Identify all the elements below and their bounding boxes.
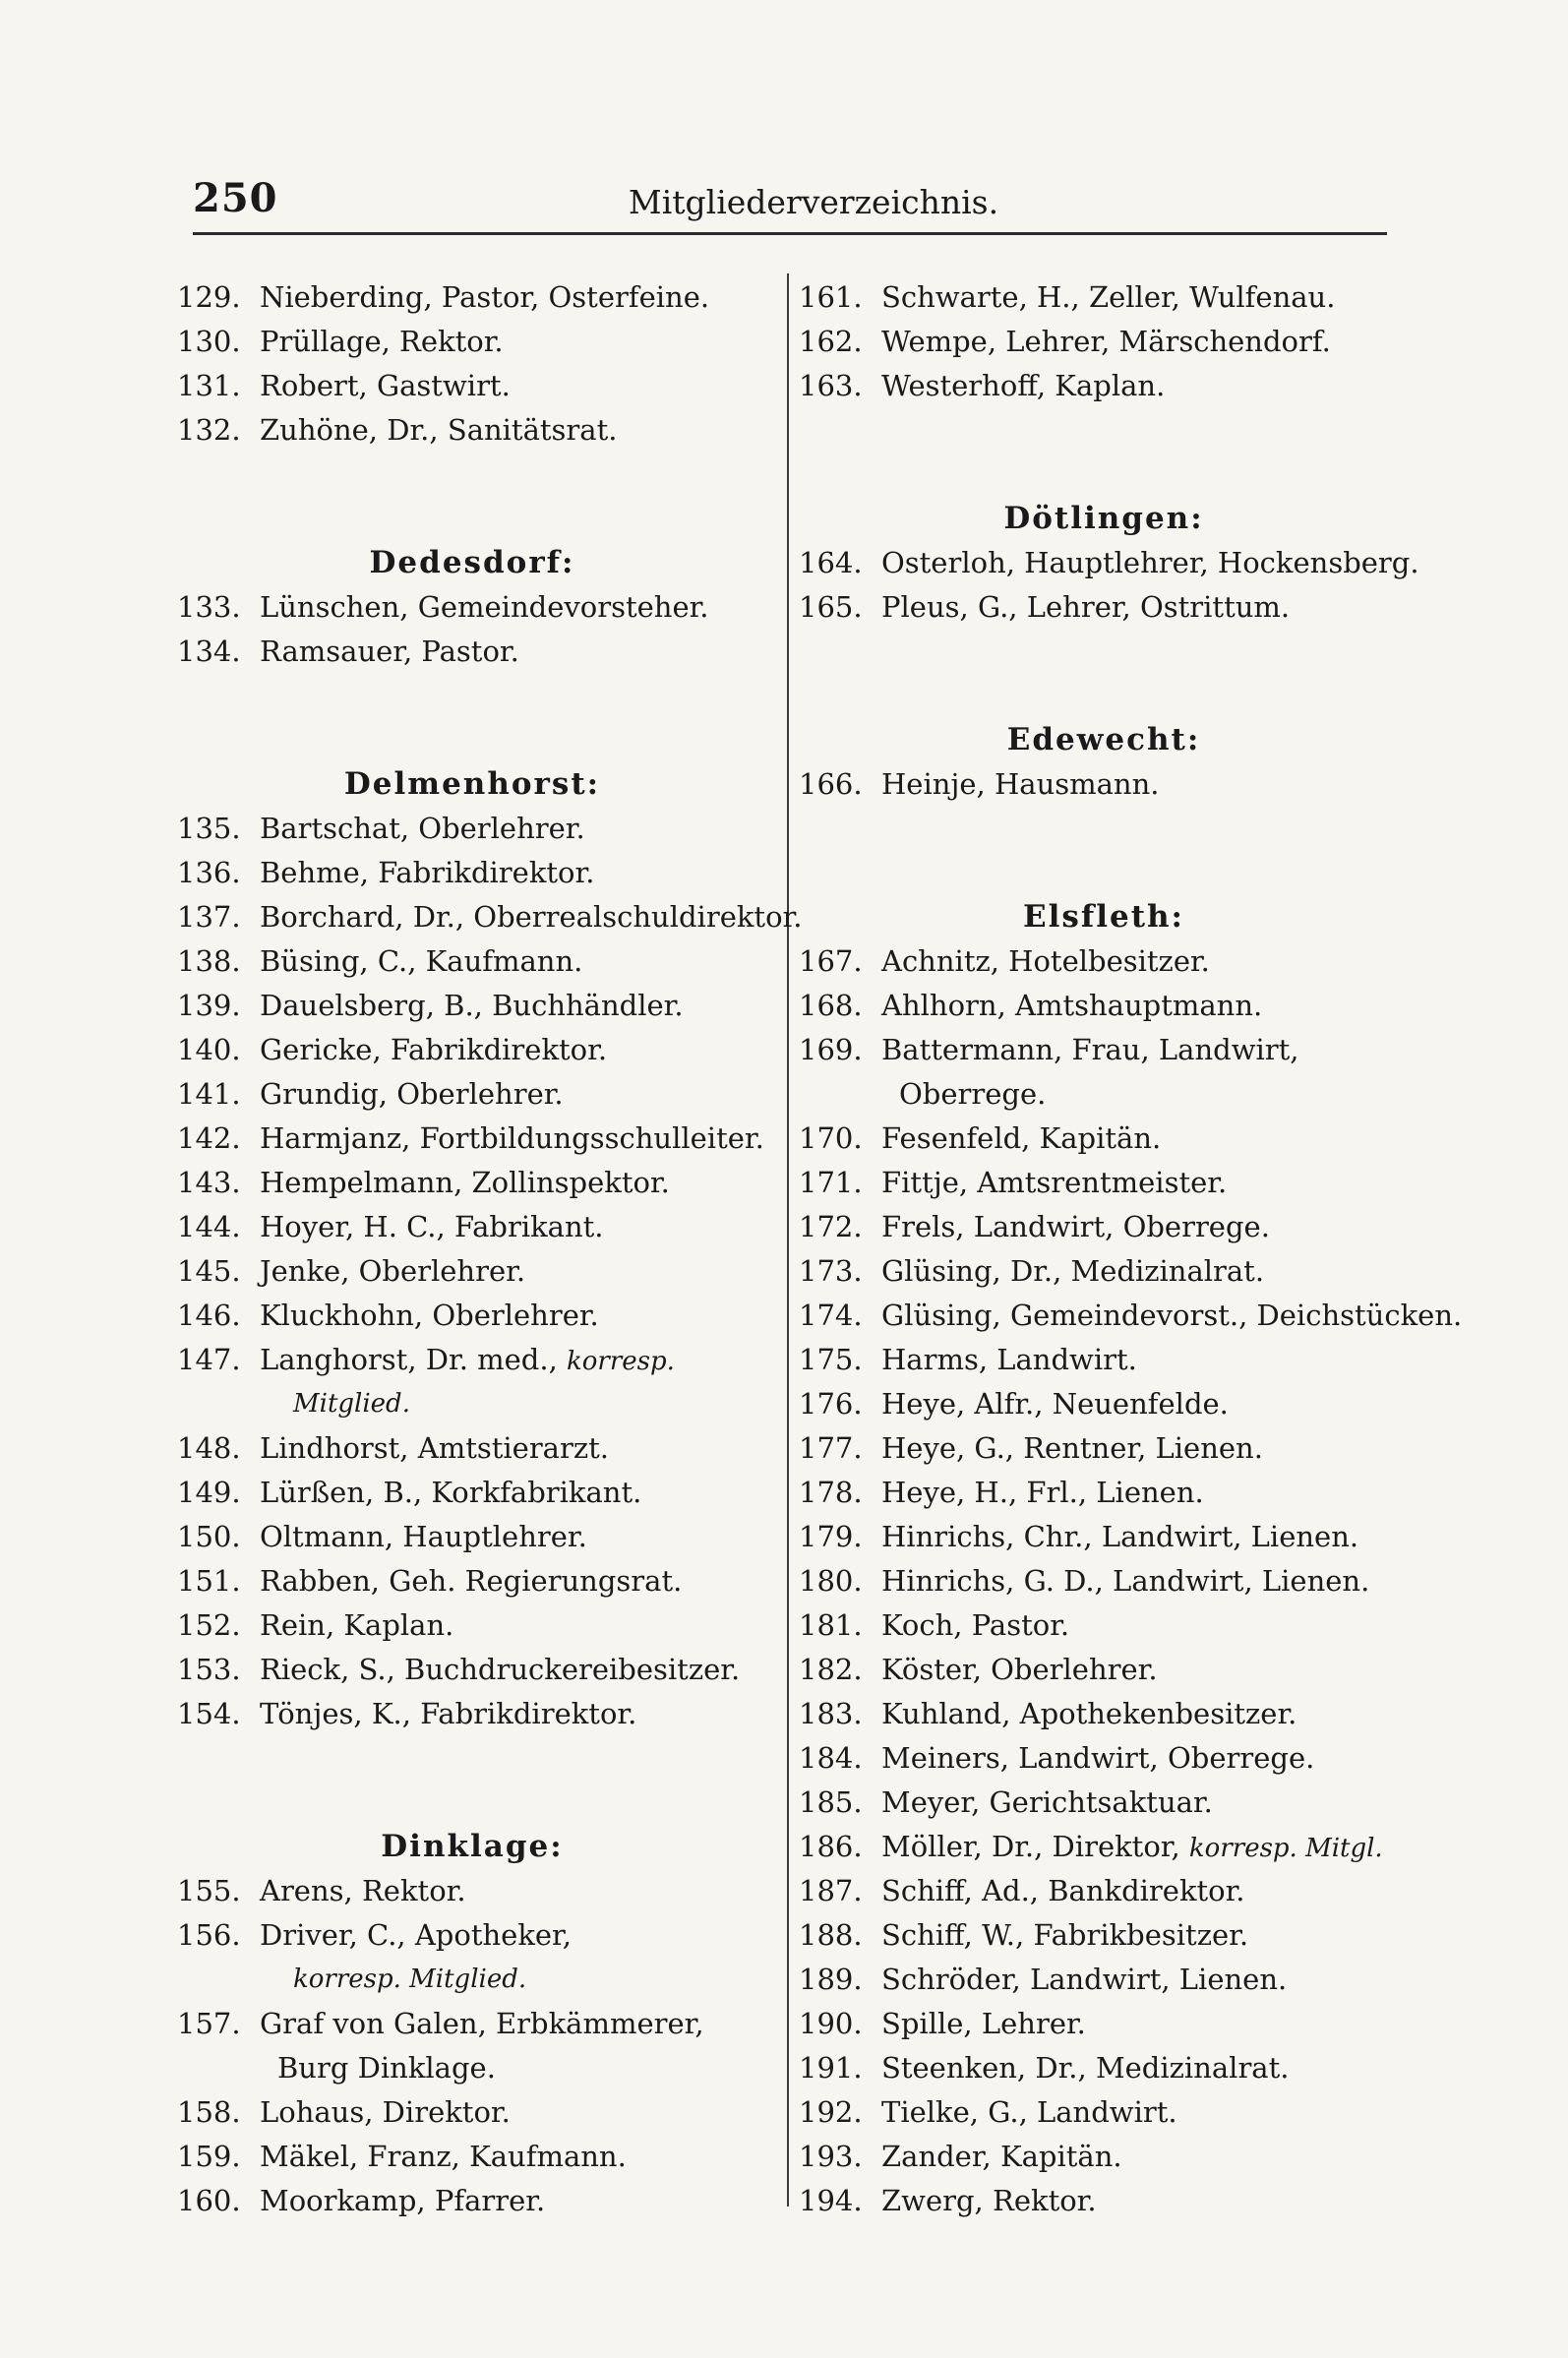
entry-text	[260, 1205, 767, 1249]
entry-text	[260, 1294, 767, 1338]
entry-name: Borchard, Dr., Oberrealschuldirektor.	[260, 900, 803, 934]
member-entry	[177, 275, 767, 320]
entry-number: 172.	[799, 1210, 863, 1243]
member-entry	[799, 2002, 1409, 2046]
member-entry	[177, 364, 767, 408]
entry-number: 144.	[177, 1210, 241, 1243]
entry-name: Schiff, W., Fabrikbesitzer.	[881, 1918, 1249, 1952]
member-entry	[177, 1913, 767, 1958]
entry-text	[260, 807, 767, 851]
entry-name: Battermann, Frau, Landwirt,	[881, 1033, 1299, 1066]
entry-number: 143.	[177, 1166, 241, 1199]
entry-name: Driver, C., Apotheker,	[260, 1918, 572, 1952]
entry-name: Lürßen, B., Korkfabrikant.	[260, 1476, 642, 1509]
entry-text	[881, 320, 1409, 364]
entry-name: Hempelmann, Zollinspektor.	[260, 1166, 670, 1199]
entry-text	[260, 2135, 767, 2179]
entry-text	[881, 1692, 1409, 1736]
entry-name: Schröder, Landwirt, Lienen.	[881, 1963, 1288, 1996]
section-heading: Dötlingen:	[1003, 501, 1204, 536]
entry-text	[260, 1559, 767, 1603]
entry-number: 157.	[177, 2007, 241, 2040]
entry-text	[260, 585, 767, 630]
member-entry	[799, 2135, 1409, 2179]
entry-number: 179.	[799, 1520, 863, 1553]
member-entry	[799, 1426, 1409, 1471]
entry-name: Nieberding, Pastor, Osterfeine.	[260, 280, 710, 314]
entry-number: 148.	[177, 1431, 241, 1465]
entry-number: 160.	[177, 2184, 241, 2217]
entry-name: Lindhorst, Amtstierarzt.	[260, 1431, 609, 1465]
entry-number: 176.	[799, 1387, 863, 1421]
entry-number: 163.	[799, 369, 863, 402]
entry-number: 175.	[799, 1343, 863, 1376]
entry-text	[260, 320, 767, 364]
entry-number: 191.	[799, 2051, 863, 2085]
member-entry	[177, 851, 767, 895]
entry-number: 134.	[177, 635, 241, 668]
entry-number: 158.	[177, 2095, 241, 2129]
entry-text	[260, 1072, 767, 1117]
member-entry	[177, 939, 767, 984]
entry-name: Hoyer, H. C., Fabrikant.	[260, 1210, 604, 1243]
entry-text	[260, 1028, 767, 1072]
entry-name: Moorkamp, Pfarrer.	[260, 2184, 546, 2217]
member-entry	[177, 1117, 767, 1161]
entry-name: Heye, H., Frl., Lienen.	[881, 1476, 1204, 1509]
entry-number: 194.	[799, 2184, 863, 2217]
member-entry	[177, 320, 767, 364]
entry-text	[881, 1958, 1409, 2002]
section-heading: Delmenhorst:	[343, 766, 601, 802]
member-entry	[177, 1294, 767, 1338]
entry-text	[881, 275, 1409, 320]
member-entry	[177, 630, 767, 674]
entry-name: Köster, Oberlehrer.	[881, 1653, 1158, 1686]
header-rule	[193, 232, 1387, 235]
member-entry	[177, 2002, 767, 2046]
entry-number: 132.	[177, 413, 241, 447]
member-entry-continuation	[177, 2046, 767, 2090]
entry-text	[881, 1471, 1409, 1515]
entry-number: 166.	[799, 767, 863, 801]
entry-name: Kluckhohn, Oberlehrer.	[260, 1299, 599, 1332]
entry-name: Langhorst, Dr. med.,	[260, 1343, 568, 1376]
entry-name: Heye, G., Rentner, Lienen.	[881, 1431, 1263, 1465]
entry-text	[881, 1869, 1409, 1913]
entry-text	[881, 1294, 1462, 1338]
entry-name: Rieck, S., Buchdruckereibesitzer.	[260, 1653, 741, 1686]
entry-name: Westerhoff, Kaplan.	[881, 369, 1166, 402]
entry-name: Schiff, Ad., Bankdirektor.	[881, 1874, 1245, 1907]
entry-name: Tönjes, K., Fabrikdirektor.	[260, 1697, 637, 1730]
entry-number: 131.	[177, 369, 241, 402]
entry-text	[260, 1161, 767, 1205]
entry-text	[881, 1382, 1409, 1426]
entry-name: Harmjanz, Fortbildungsschulleiter.	[260, 1121, 764, 1155]
entry-name: Wempe, Lehrer, Märschendorf.	[881, 325, 1331, 358]
entry-text	[260, 408, 767, 453]
entry-number: 177.	[799, 1431, 863, 1465]
member-entry	[177, 585, 767, 630]
entry-text	[881, 364, 1409, 408]
entry-text	[881, 984, 1409, 1028]
entry-name: Zwerg, Rektor.	[881, 2184, 1097, 2217]
entry-number: 165.	[799, 590, 863, 624]
member-entry	[799, 939, 1409, 984]
section-doetlingen	[799, 497, 1419, 630]
member-entry	[177, 1161, 767, 1205]
entry-text	[881, 1515, 1409, 1559]
entry-name: Ahlhorn, Amtshauptmann.	[881, 989, 1263, 1022]
entry-name: Hinrichs, Chr., Landwirt, Lienen.	[881, 1520, 1359, 1553]
entry-text	[881, 1603, 1409, 1648]
entry-continuation: Oberrege.	[899, 1077, 1047, 1111]
entry-number: 162.	[799, 325, 863, 358]
entry-text	[881, 2046, 1409, 2090]
member-entry	[799, 275, 1409, 320]
member-entry	[799, 2179, 1409, 2223]
entry-text	[260, 2179, 767, 2223]
entry-text	[260, 1117, 767, 1161]
entry-text	[881, 1559, 1409, 1603]
entry-number: 169.	[799, 1033, 863, 1066]
entry-number: 145.	[177, 1254, 241, 1288]
member-entry	[177, 984, 767, 1028]
entry-number: 180.	[799, 1564, 863, 1598]
entry-name: Prüllage, Rektor.	[260, 325, 504, 358]
member-entry	[799, 1692, 1409, 1736]
entry-number: 183.	[799, 1697, 863, 1730]
entry-name: Harms, Landwirt.	[881, 1343, 1137, 1376]
entry-text	[881, 1249, 1409, 1294]
member-entry	[177, 1426, 767, 1471]
entry-number: 190.	[799, 2007, 863, 2040]
section-elsfleth	[799, 895, 1463, 2223]
entry-number: 186.	[799, 1830, 863, 1863]
entry-name: Heye, Alfr., Neuenfelde.	[881, 1387, 1229, 1421]
entry-number: 147.	[177, 1343, 241, 1376]
entry-number: 182.	[799, 1653, 863, 1686]
member-entry	[177, 1249, 767, 1294]
entry-name: Büsing, C., Kaufmann.	[260, 944, 583, 978]
entry-number: 174.	[799, 1299, 863, 1332]
entry-italic-note: korresp.	[567, 1347, 675, 1376]
entry-text	[881, 1825, 1409, 1871]
member-entry	[799, 762, 1409, 807]
member-entry	[177, 1205, 767, 1249]
entry-continuation-italic: Mitglied.	[293, 1389, 410, 1419]
entry-text	[881, 1161, 1409, 1205]
entry-name: Zander, Kapitän.	[881, 2140, 1122, 2173]
entry-name: Mäkel, Franz, Kaufmann.	[260, 2140, 627, 2173]
entry-number: 156.	[177, 1918, 241, 1952]
entry-italic-note: korresp. Mitgl.	[1188, 1834, 1383, 1863]
entry-name: Ramsauer, Pastor.	[260, 635, 519, 668]
entry-number: 189.	[799, 1963, 863, 1996]
member-entry	[799, 1515, 1409, 1559]
entry-number: 155.	[177, 1874, 241, 1907]
section-dedesdorf	[177, 541, 767, 674]
entry-number: 138.	[177, 944, 241, 978]
member-entry	[799, 1559, 1409, 1603]
entry-text	[881, 1028, 1409, 1072]
entry-number: 187.	[799, 1874, 863, 1907]
entry-name: Osterloh, Hauptlehrer, Hockensberg.	[881, 546, 1419, 579]
member-entry-continuation	[799, 1072, 1409, 1117]
member-entry	[799, 1249, 1409, 1294]
entry-name: Zuhöne, Dr., Sanitätsrat.	[260, 413, 618, 447]
entry-name: Heinje, Hausmann.	[881, 767, 1160, 801]
member-entry	[799, 1471, 1409, 1515]
entry-name: Dauelsberg, B., Buchhändler.	[260, 989, 684, 1022]
right-block-0	[799, 275, 1409, 408]
entry-number: 152.	[177, 1608, 241, 1642]
entry-text	[260, 1603, 767, 1648]
right-column	[799, 275, 1463, 2223]
entry-number: 153.	[177, 1653, 241, 1686]
member-entry	[799, 1205, 1409, 1249]
entry-name: Möller, Dr., Direktor,	[881, 1830, 1189, 1863]
entry-number: 151.	[177, 1564, 241, 1598]
member-entry	[177, 1028, 767, 1072]
member-entry	[177, 1603, 767, 1648]
entry-text	[260, 1515, 767, 1559]
page-number: 250	[193, 175, 278, 221]
member-entry	[177, 1869, 767, 1913]
entry-number: 149.	[177, 1476, 241, 1509]
entry-text	[881, 1338, 1409, 1382]
entry-text	[881, 2135, 1409, 2179]
member-entry	[177, 1559, 767, 1603]
entry-number: 185.	[799, 1785, 863, 1819]
member-entry	[177, 1471, 767, 1515]
entry-text	[260, 1338, 767, 1384]
entry-number: 159.	[177, 2140, 241, 2173]
member-entry	[177, 895, 803, 939]
entry-name: Achnitz, Hotelbesitzer.	[881, 944, 1210, 978]
member-entry	[799, 585, 1409, 630]
member-entry	[177, 2179, 767, 2223]
entry-number: 164.	[799, 546, 863, 579]
member-entry	[799, 1028, 1409, 1072]
member-entry	[799, 1736, 1409, 1781]
entry-text	[260, 1471, 767, 1515]
member-entry	[799, 1338, 1409, 1382]
entry-number: 170.	[799, 1121, 863, 1155]
entry-text	[881, 2002, 1409, 2046]
entry-name: Bartschat, Oberlehrer.	[260, 812, 585, 845]
entry-number: 168.	[799, 989, 863, 1022]
entry-text	[881, 2179, 1409, 2223]
entry-name: Spille, Lehrer.	[881, 2007, 1086, 2040]
entry-text	[881, 1736, 1409, 1781]
member-entry	[799, 364, 1409, 408]
entry-text	[881, 939, 1409, 984]
entry-name: Fittje, Amtsrentmeister.	[881, 1166, 1228, 1199]
member-entry	[177, 1515, 767, 1559]
entry-number: 167.	[799, 944, 863, 978]
entry-name: Meiners, Landwirt, Oberrege.	[881, 1741, 1315, 1775]
left-block-0	[177, 275, 767, 453]
entry-name: Hinrichs, G. D., Landwirt, Lienen.	[881, 1564, 1370, 1598]
member-entry	[799, 1958, 1409, 2002]
entry-name: Pleus, G., Lehrer, Ostrittum.	[881, 590, 1291, 624]
entry-text	[881, 762, 1409, 807]
entry-name: Meyer, Gerichtsaktuar.	[881, 1785, 1213, 1819]
entry-continuation: Burg Dinklage.	[277, 2051, 496, 2085]
member-entry	[799, 541, 1419, 585]
member-entry	[799, 1294, 1463, 1338]
member-entry	[799, 2046, 1409, 2090]
entry-name: Glüsing, Gemeindevorst., Deichstücken.	[881, 1299, 1463, 1332]
entry-text	[881, 2090, 1409, 2135]
member-entry-continuation	[177, 1382, 767, 1426]
member-entry	[799, 1382, 1409, 1426]
entry-text	[881, 585, 1409, 630]
entry-text	[881, 1205, 1409, 1249]
entry-text	[260, 1648, 767, 1692]
entry-text	[881, 1117, 1409, 1161]
member-entry	[177, 807, 767, 851]
entry-text	[881, 1648, 1409, 1692]
member-entry	[799, 1648, 1409, 1692]
entry-text	[881, 1913, 1409, 1958]
entry-text	[260, 895, 802, 939]
entry-text	[260, 1249, 767, 1294]
entry-name: Oltmann, Hauptlehrer.	[260, 1520, 587, 1553]
entry-text	[881, 541, 1419, 585]
entry-name: Robert, Gastwirt.	[260, 369, 511, 402]
member-entry	[177, 1072, 767, 1117]
entry-name: Gericke, Fabrikdirektor.	[260, 1033, 608, 1066]
entry-text	[260, 984, 767, 1028]
member-entry	[177, 1338, 767, 1382]
entry-name: Steenken, Dr., Medizinalrat.	[881, 2051, 1290, 2085]
entry-name: Tielke, G., Landwirt.	[881, 2095, 1177, 2129]
entry-text	[260, 851, 767, 895]
entry-name: Kuhland, Apothekenbesitzer.	[881, 1697, 1297, 1730]
left-column	[177, 275, 803, 2223]
section-heading: Elsfleth:	[1023, 899, 1184, 935]
member-entry	[799, 1825, 1409, 1869]
entry-number: 141.	[177, 1077, 241, 1111]
page-title: Mitgliederverzeichnis.	[628, 183, 999, 221]
entry-number: 178.	[799, 1476, 863, 1509]
section-heading: Dedesdorf:	[369, 545, 575, 580]
entry-name: Rabben, Geh. Regierungsrat.	[260, 1564, 683, 1598]
entry-number: 146.	[177, 1299, 241, 1332]
entry-number: 193.	[799, 2140, 863, 2173]
entry-text	[260, 1869, 767, 1913]
entry-number: 161.	[799, 280, 863, 314]
member-entry	[177, 1648, 767, 1692]
entry-name: Fesenfeld, Kapitän.	[881, 1121, 1162, 1155]
section-heading: Dinklage:	[381, 1829, 564, 1864]
entry-continuation-italic: korresp. Mitglied.	[293, 1965, 527, 1994]
entry-number: 150.	[177, 1520, 241, 1553]
member-entry	[177, 2090, 767, 2135]
entry-name: Graf von Galen, Erbkämmerer,	[260, 2007, 704, 2040]
member-entry	[177, 1692, 767, 1736]
entry-text	[260, 2090, 767, 2135]
entry-text	[260, 1692, 767, 1736]
entry-number: 139.	[177, 989, 241, 1022]
entry-name: Schwarte, H., Zeller, Wulfenau.	[881, 280, 1336, 314]
entry-text	[881, 1426, 1409, 1471]
entry-text	[260, 1913, 767, 1958]
entry-text	[260, 364, 767, 408]
entry-name: Jenke, Oberlehrer.	[260, 1254, 526, 1288]
member-entry	[799, 984, 1409, 1028]
entry-number: 154.	[177, 1697, 241, 1730]
member-entry	[799, 1117, 1409, 1161]
entry-text	[260, 275, 767, 320]
entry-name: Rein, Kaplan.	[260, 1608, 454, 1642]
entry-text	[260, 630, 767, 674]
column-divider	[787, 273, 789, 2207]
entry-name: Frels, Landwirt, Oberrege.	[881, 1210, 1270, 1243]
entry-number: 184.	[799, 1741, 863, 1775]
entry-text	[881, 1781, 1409, 1825]
entry-number: 133.	[177, 590, 241, 624]
entry-number: 188.	[799, 1918, 863, 1952]
entry-name: Glüsing, Dr., Medizinalrat.	[881, 1254, 1265, 1288]
entry-text	[260, 1426, 767, 1471]
entry-number: 142.	[177, 1121, 241, 1155]
member-entry	[799, 320, 1409, 364]
entry-number: 171.	[799, 1166, 863, 1199]
entry-number: 130.	[177, 325, 241, 358]
member-entry	[799, 1161, 1409, 1205]
entry-number: 129.	[177, 280, 241, 314]
entry-number: 140.	[177, 1033, 241, 1066]
member-entry	[799, 2090, 1409, 2135]
entry-number: 173.	[799, 1254, 863, 1288]
entry-name: Behme, Fabrikdirektor.	[260, 856, 595, 889]
entry-name: Grundig, Oberlehrer.	[260, 1077, 564, 1111]
entry-number: 192.	[799, 2095, 863, 2129]
section-edewecht	[799, 718, 1409, 807]
member-entry	[799, 1603, 1409, 1648]
section-heading: Edewecht:	[1006, 722, 1201, 757]
member-entry-continuation	[177, 1958, 767, 2002]
entry-name: Lünschen, Gemeindevorsteher.	[260, 590, 709, 624]
entry-text	[260, 939, 767, 984]
entry-number: 137.	[177, 900, 241, 934]
entry-text	[260, 2002, 767, 2046]
member-entry	[177, 408, 767, 453]
entry-name: Koch, Pastor.	[881, 1608, 1070, 1642]
entry-number: 181.	[799, 1608, 863, 1642]
member-entry	[799, 1781, 1409, 1825]
entry-name: Lohaus, Direktor.	[260, 2095, 511, 2129]
entry-name: Arens, Rektor.	[260, 1874, 466, 1907]
member-entry	[799, 1913, 1409, 1958]
section-dinklage	[177, 1825, 767, 2223]
entry-number: 135.	[177, 812, 241, 845]
section-delmenhorst	[177, 762, 803, 1736]
member-entry	[177, 2135, 767, 2179]
member-entry	[799, 1869, 1409, 1913]
entry-number: 136.	[177, 856, 241, 889]
